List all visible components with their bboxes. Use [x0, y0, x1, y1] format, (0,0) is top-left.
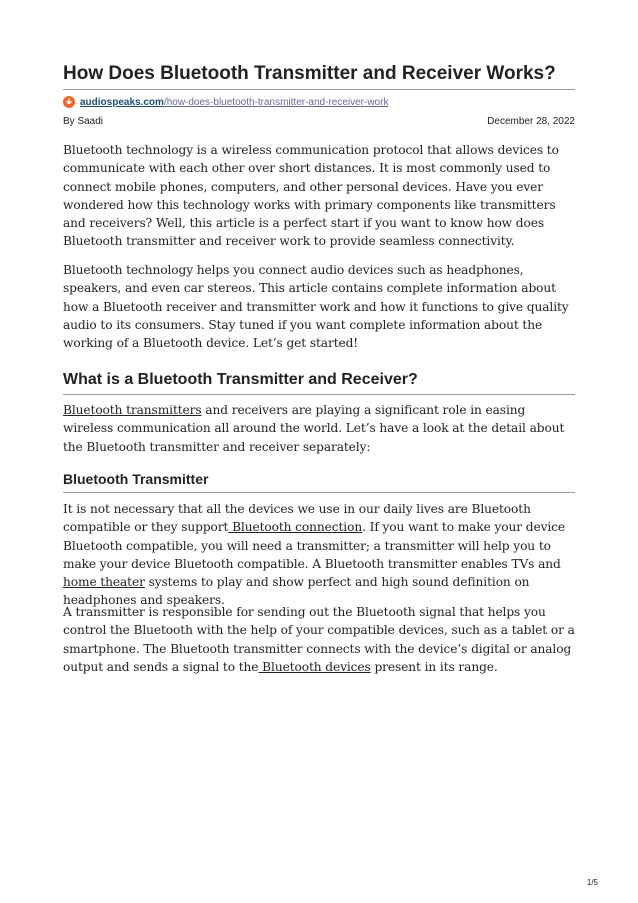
section1-text: and receivers are playing a significant role in easing wireless communication all around the world. Let’s have a look at the detail about the Bluetooth transmitter and receiver separately:: [63, 403, 565, 454]
byline: [63, 116, 575, 127]
section-rule-1: [63, 394, 575, 395]
home-theater-link[interactable]: home theater: [63, 575, 145, 590]
section-heading-what-is: What is a Bluetooth Transmitter and Receiver?: [63, 371, 418, 388]
section-heading-transmitter: Bluetooth Transmitter: [63, 471, 209, 487]
tp1-text-a: It is not necessary that all the devices we use in our daily lives are Bluetooth compatible or they support: [63, 502, 531, 535]
section-rule-2: [63, 492, 575, 493]
source-path-link[interactable]: /how-does-bluetooth-transmitter-and-receiver-work: [163, 96, 389, 108]
tp1-text-c: systems to play and show perfect and high sound definition on headphones and speakers.: [63, 575, 530, 608]
publish-date: December 28, 2022: [487, 116, 575, 127]
source-domain-link[interactable]: audiospeaks.com: [80, 96, 164, 108]
bluetooth-devices-link[interactable]: Bluetooth devices: [258, 659, 371, 674]
page-number: 1/5: [586, 878, 598, 887]
bluetooth-connection-link[interactable]: Bluetooth connection: [228, 520, 363, 535]
section1-paragraph: [63, 401, 575, 456]
transmitter-paragraph-1: [63, 500, 575, 610]
tp1-text-b: . If you want to make your device Bluetooth compatible, you will need a transmitter; a transmitter will help you to make your device Bluetooth compatible. A Bluetooth transmitter enables TVs and: [63, 520, 566, 571]
download-icon: [63, 96, 75, 108]
author: By Saadi: [63, 116, 104, 127]
article-title: How Does Bluetooth Transmitter and Receiver Works?: [63, 63, 556, 84]
intro-paragraph-2: Bluetooth technology helps you connect audio devices such as headphones, speakers, and even car stereos. This article contains complete information about how a Bluetooth receiver and transmitter work and how it functions to give quality audio to its consumers. Stay tuned if you want complete information about the working of a Bluetooth device. Let’s get started!: [63, 263, 569, 351]
intro-paragraph-1: Bluetooth technology is a wireless communication protocol that allows devices to communicate with each other over short distances. It is most commonly used to connect mobile phones, computers, and other personal devices. Have you ever wondered how this technology works with primary components like transmitters and receivers? Well, this article is a perfect start if you want to know how does Bluetooth transmitter and receiver work to provide seamless connectivity.: [63, 143, 559, 249]
tp2-text-b: present in its range.: [370, 659, 498, 674]
title-rule: [63, 89, 575, 90]
transmitter-paragraph-2: [63, 603, 575, 676]
source-line: [63, 94, 388, 110]
bluetooth-transmitters-link[interactable]: Bluetooth transmitters: [63, 403, 202, 417]
tp2-text-a: A transmitter is responsible for sending out the Bluetooth signal that helps you control the Bluetooth with the help of your compatible devices, such as a tablet or a smartphone. The Bluetooth transmitter connects with the device’s digital or analog output and sends a signal to the: [63, 605, 575, 674]
